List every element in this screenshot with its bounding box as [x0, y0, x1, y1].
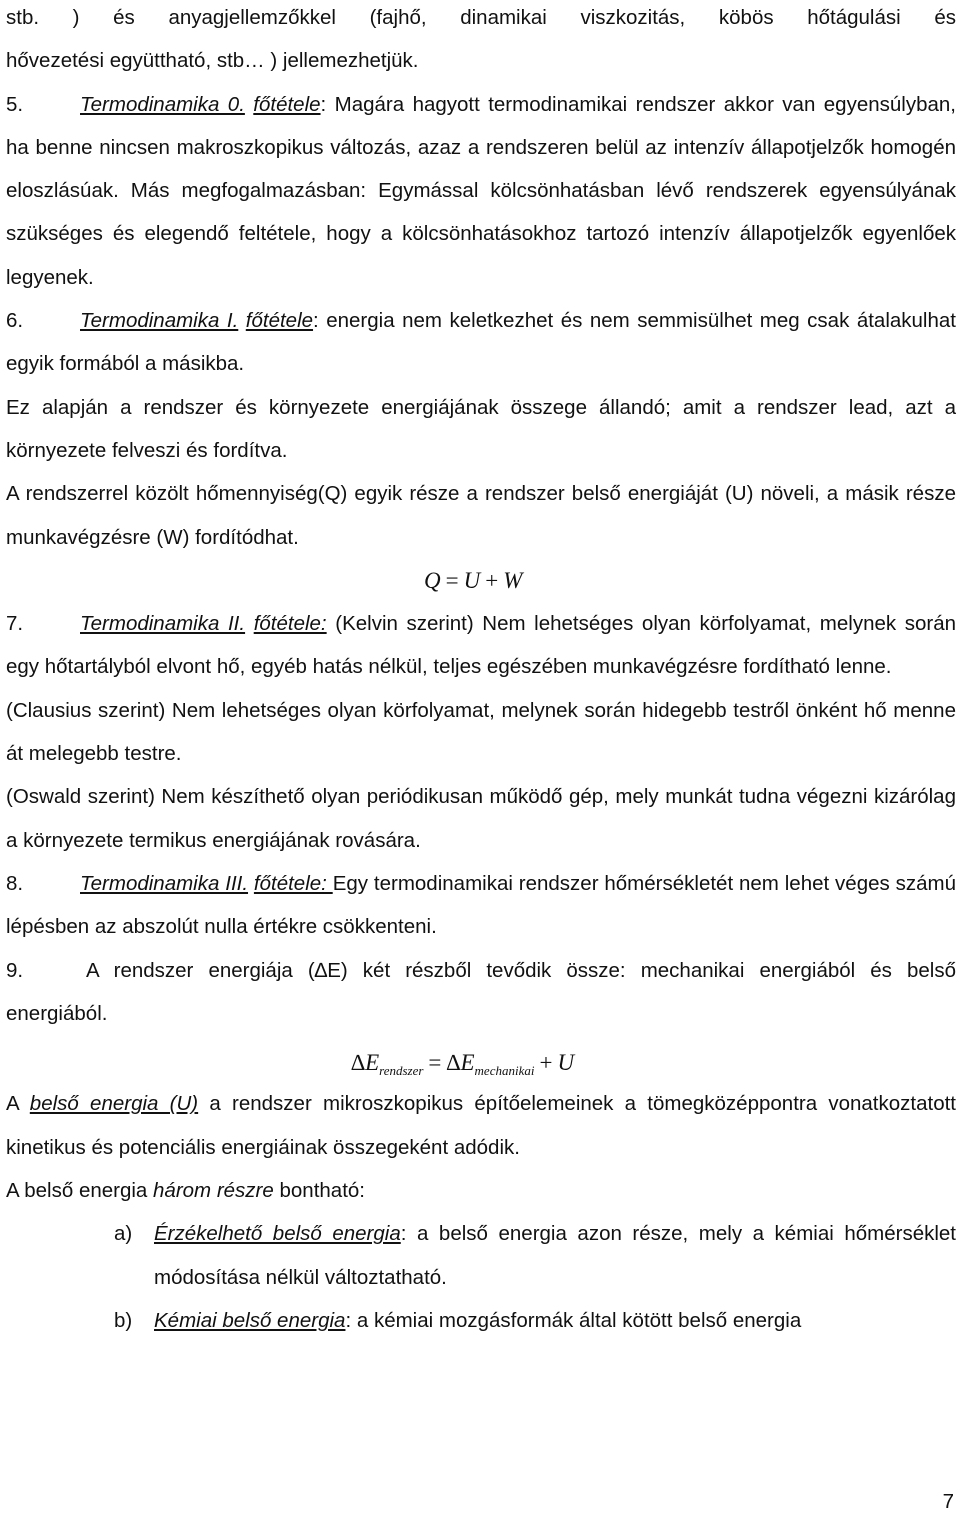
section-6-law-word: főtétele: [245, 309, 314, 333]
list-item-a-term: Érzékelhető belső energia: [154, 1222, 401, 1246]
eq-u: U: [463, 567, 481, 593]
eq-delta-e-1: ∆E: [351, 1050, 380, 1076]
list-item-b: [6, 1299, 956, 1342]
three-parts-text: bontható:: [273, 1179, 365, 1203]
section-5-law-title: Termodinamika 0.: [80, 92, 245, 116]
section-8-law-title: Termodinamika III.: [80, 871, 249, 895]
list-item-a-label: a): [114, 1222, 133, 1246]
section-5-colon: :: [320, 92, 327, 116]
internal-energy-lead: A: [6, 1092, 30, 1116]
section-9-three-parts: [6, 1169, 956, 1212]
section-6-paragraph-3: A rendszerrel közölt hőmennyiség(Q) egyik része a rendszer belső energiáját (U) növeli, a másik része munkavégzésre (W) fordítódhat.: [6, 482, 956, 549]
section-9-number: 9.: [6, 958, 24, 982]
eq-equals: =: [445, 567, 459, 593]
section-9: [6, 949, 956, 1036]
list-item-b-term: Kémiai belső energia: [154, 1308, 346, 1332]
section-9-text: A rendszer energiája (∆E) két részből tevődik össze: mechanikai energiából és belső energiából.: [6, 958, 956, 1025]
section-5-number: 5.: [6, 92, 24, 116]
paragraph-continuation-line-1: stb. ) és anyagjellemzőkkel (fajhő, dinamikai viszkozitás, köbös hőtágulási és: [6, 6, 956, 29]
section-6-law-title: Termodinamika I.: [80, 309, 239, 333]
section-7: [6, 602, 956, 689]
equation-first-law: [6, 559, 956, 602]
section-7-clausius: (Clausius szerint) Nem lehetséges olyan körfolyamat, melynek során hidegebb testről önként hő menne át melegebb testre.: [6, 698, 956, 766]
section-8: [6, 862, 956, 949]
eq-sub-mechanikai: mechanikai: [474, 1063, 535, 1079]
list-item-a: [6, 1212, 956, 1299]
eq-q: Q: [424, 567, 441, 593]
section-7-law-word: főtétele:: [253, 612, 327, 636]
eq-delta-e-system: [351, 1050, 424, 1079]
section-6-text: energia nem keletkezhet és nem semmisülhet meg csak átalakulhat egyik formából a másikba.: [6, 309, 956, 376]
list-item-a-text: : a belső energia azon része, mely a kémiai hőmérséklet módosítása nélkül változtatható.: [154, 1222, 957, 1289]
section-5-text: Magára hagyott termodinamikai rendszer akkor van egyensúlyban, ha benne nincsen makroszkopikus változás, azaz a rendszeren belül az intenzív állapotjelzők homogén eloszlásúak. Más megfogalmazásban: Egymással kölcsönhatásban lévő rendszerek egyensúlyának szükséges és elegendő feltétele, hogy a kölcsönhatásokhoz tartozó intenzív állapotjelzők egyenlőek legyenek.: [6, 92, 956, 289]
section-5: [6, 83, 956, 299]
internal-energy-text: a rendszer mikroszkopikus építőelemeinek a tömegközéppontra vonatkoztatott kinetikus és potenciális energiáinak összegeként adódik.: [6, 1092, 956, 1159]
eq-u-2: U: [557, 1050, 575, 1076]
list-item-b-text: : a kémiai mozgásformák által kötött belső energia: [345, 1308, 802, 1332]
section-7-text: (Kelvin szerint) Nem lehetséges olyan körfolyamat, melynek során egy hőtartályból elvont hő, egyéb hatás nélkül, teljes egészében munkavégzésre fordítható lenne.: [6, 612, 956, 679]
eq-sub-rendszer: rendszer: [379, 1063, 424, 1079]
three-parts-lead: A belső energia: [6, 1179, 154, 1203]
paragraph-continuation-line-2: hővezetési együttható, stb… ) jellemezhetjük.: [6, 49, 419, 73]
equation-energy: [6, 1041, 956, 1084]
three-parts-term: három részre: [153, 1179, 274, 1203]
section-6: [6, 299, 956, 386]
section-8-number: 8.: [6, 871, 24, 895]
section-7-oswald: (Oswald szerint) Nem készíthető olyan periódikusan működő gép, mely munkát tudna végezni kizárólag a környezete termikus energiájának rovására.: [6, 785, 956, 852]
internal-energy-term: belső energia (U): [29, 1092, 199, 1116]
section-6-paragraph-2: Ez alapján a rendszer és környezete energiájának összege állandó; amit a rendszer lead, azt a környezete felveszi és fordítva.: [6, 395, 956, 462]
eq-delta-e-mech: [446, 1050, 535, 1079]
section-7-number: 7.: [6, 612, 24, 636]
section-6-number: 6.: [6, 309, 24, 333]
eq-plus: +: [485, 567, 499, 593]
document-page: [6, 0, 956, 1342]
list-item-b-label: b): [114, 1308, 133, 1332]
eq-plus-2: +: [539, 1050, 553, 1076]
eq-w: W: [503, 567, 523, 593]
section-6-colon: :: [313, 309, 319, 333]
section-8-law-word: főtétele:: [253, 871, 333, 895]
section-8-text: Egy termodinamikai rendszer hőmérsékletét nem lehet véges számú lépésben az abszolút nulla értékre csökkenteni.: [6, 871, 956, 939]
eq-equals-2: =: [428, 1050, 442, 1076]
section-9-internal-energy: [6, 1082, 956, 1169]
page-number: 7: [942, 1490, 954, 1513]
section-5-law-word: főtétele: [253, 92, 321, 116]
section-7-law-title: Termodinamika II.: [80, 612, 246, 636]
eq-delta-e-2: ∆E: [446, 1050, 475, 1076]
